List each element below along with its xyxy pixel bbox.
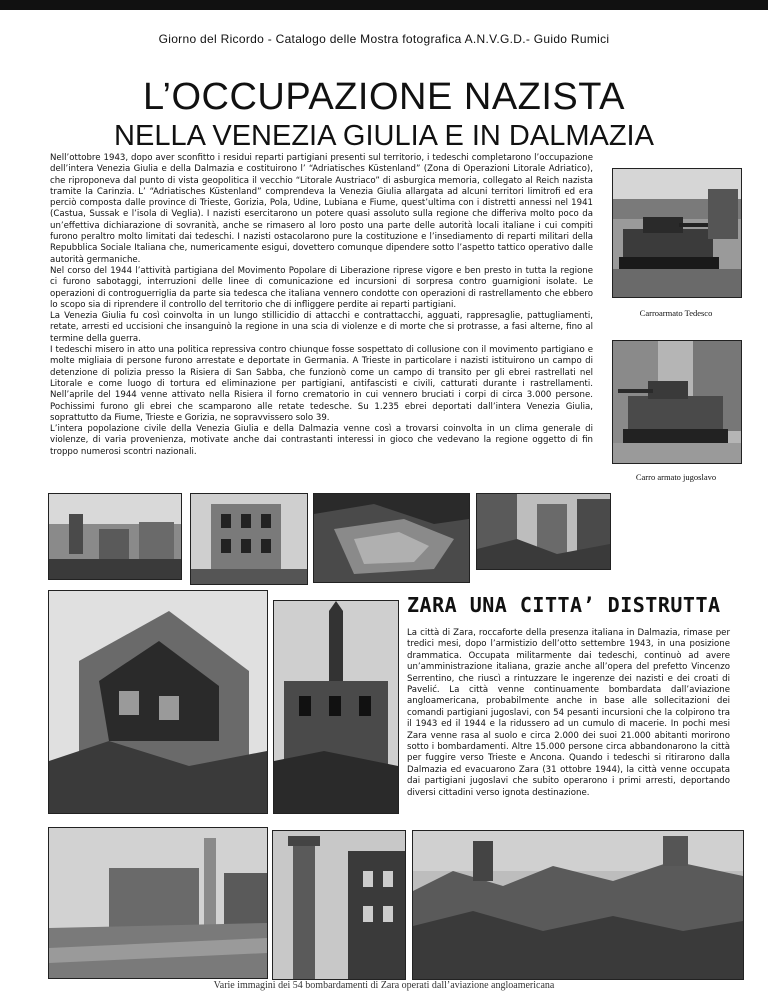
photo-church-ruins <box>273 600 399 814</box>
paragraph: Nel corso del 1944 l’attività partigiana del Movimento Popolare di Liberazione riprese vigore e ben presto in tutta la regione ci furono sabotaggi, interruzioni delle linee di comunicazione ed incursioni di sorpresa contro guarnigioni isolate. Le operazioni di controguerriglia da parte sia tedesca che italiana vennero condotte con operazioni di rastrellamento che ebbero lo scopo sia di riprendere il controllo del territorio che di infliggere perdite ai reparti partigiani. <box>50 265 593 310</box>
photo-waterfront <box>48 827 268 979</box>
catalog-header: Giorno del Ricordo - Catalogo delle Mostra fotografica A.N.V.G.D.- Guido Rumici <box>158 32 610 46</box>
photo-rubble-street <box>476 493 611 570</box>
paragraph: La Venezia Giulia fu così coinvolta in un lungo stillicidio di attacchi e contrattacchi, agguati, rappresaglie, pattugliamenti, retate, arresti ed uccisioni che insanguinò la regione in una scia di violenze e di morte che si protrasse, a fasi alterne, fino al termine della guerra. <box>50 311 593 344</box>
caption-yugoslav-tank: Carro armato jugoslavo <box>635 472 717 482</box>
paragraph: L’intera popolazione civile della Venezia Giulia e della Dalmazia venne così a trovarsi coinvolta in un clima generale di violenze, di varia provenienza, motivate anche dai contrastanti interessi in gioco che vedevano la regione oggetto di fin troppo numerosi scontri nazionali. <box>50 424 593 457</box>
photo-aerial-zara <box>313 493 470 583</box>
photo-bombed-town <box>412 830 744 980</box>
paragraph: Nell’ottobre 1943, dopo aver sconfitto i residui reparti partigiani presenti sul territorio, i tedeschi completarono l’occupazione dell’intera Venezia Giulia e della Dalmazia e costituirono l’ “Adriatisches Küstenland” (Zona di Operazioni Litorale Adriatico), che riproponeva dal punto di vista geopolitica il vecchio “Litorale Austriaco” di asburgica memoria, collegato al Reich nazista tramite la Carinzia. L’ “Adriatisches Küstenland” comprendeva la Venezia Giulia allargata ad alcuni territori limitrofi ed era perciò composta dalle province di Trieste, Gorizia, Pola, Udine, Lubiana e Fiume, quest’ultima con i distretti annessi nel 1941 (Castua, Sussak e l’isola di Veglia). I nazisti esercitarono un potere quasi assoluto sulla regione che differiva molto poco da un’effettiva dichiarazione di sovranità, anche se rimasero al loro posto una parte delle autorità locali italiane i cui compiti furono peraltro molto limitati dai tedeschi. I nazisti ostacolarono pure la costituzione e l’insediamento di reparti militari della Repubblica Sociale Italiana che, numericamente esigui, dovettero comunque dipendere sotto l’aspetto tattico operativo dalle autorità germaniche. <box>50 153 593 265</box>
photo-yugoslav-tank <box>612 340 742 464</box>
photo-column-ruins <box>272 830 406 980</box>
photo-destroyed-house <box>48 590 268 814</box>
zara-text: La città di Zara, roccaforte della presenza italiana in Dalmazia, rimase per tredici mesi, dopo l’armistizio dell’otto settembre 1943, in una posizione drammatica. Occupata militarmente dai tedeschi, continuò ad avere un’amministrazione italiana, grazie anche all’opera del prefetto Vincenzo Serrentino, che riuscì a rintuzzare le ingerenze dei nazisti e dei croati di Pavelić. La città venne continuamente bombardata dall’aviazione angloamericana, probabilmente anche in base alle sollecitazioni dei comandi partigiani jugoslavi, con 54 pesanti incursioni che la colpirono tra il 1943 ed il 1944 e la ridussero ad un cumulo di macerie. In pochi mesi Zara venne rasa al suolo e circa 2.000 dei suoi 21.000 abitanti morirono sotto i bombardamenti. Altre 15.000 persone circa abbandonarono la città per fuggire verso Trieste e Ancona. Quando i tedeschi si ritirarono dalla Dalmazia ed evacuarono Zara (31 ottobre 1944), la città venne occupata dai partigiani jugoslavi che subito operarono i primi arresti, deportando diversi cittadini verso ignota destinazione. <box>407 628 730 798</box>
main-title: L’OCCUPAZIONE NAZISTA <box>142 76 626 118</box>
photo-city-view <box>48 493 182 580</box>
main-text <box>50 153 593 458</box>
main-subtitle: NELLA VENEZIA GIULIA E IN DALMAZIA <box>114 120 654 152</box>
photo-ruined-building <box>190 493 308 585</box>
caption-german-tank: Carroarmato Tedesco <box>639 308 713 318</box>
zara-section-title: ZARA UNA CITTA’ DISTRUTTA <box>407 593 721 617</box>
scan-top-edge <box>0 0 768 10</box>
photo-german-tank <box>612 168 742 298</box>
paragraph: I tedeschi misero in atto una politica repressiva contro chiunque fosse sospettato di collusione con il movimento partigiano e molte migliaia di persone furono arrestate e deportate in Germania. A Trieste in particolare i nazisti istituirono un campo di detenzione di polizia presso la Risiera di San Sabba, che funzionò come un campo di transito per gli ebrei rastrellati nel Litorale e come luogo di tortura ed eliminazione per partigiani, antifascisti e civili, catturati durante i rastrellamenti. Nell’aprile del 1944 venne attivato nella Risiera il forno crematorio in cui vennero bruciati i corpi di circa 3.000 persone. Pochissimi furono gli ebrei che scamparono alle retate tedesche. Su 1.235 ebrei deportati dall’intera Venezia Giulia, soprattutto da Fiume, Trieste e Gorizia, ne sopravvissero solo 39. <box>50 345 593 423</box>
bottom-caption: Varie immagini dei 54 bombardamenti di Zara operati dall’aviazione angloamericana <box>213 980 555 991</box>
